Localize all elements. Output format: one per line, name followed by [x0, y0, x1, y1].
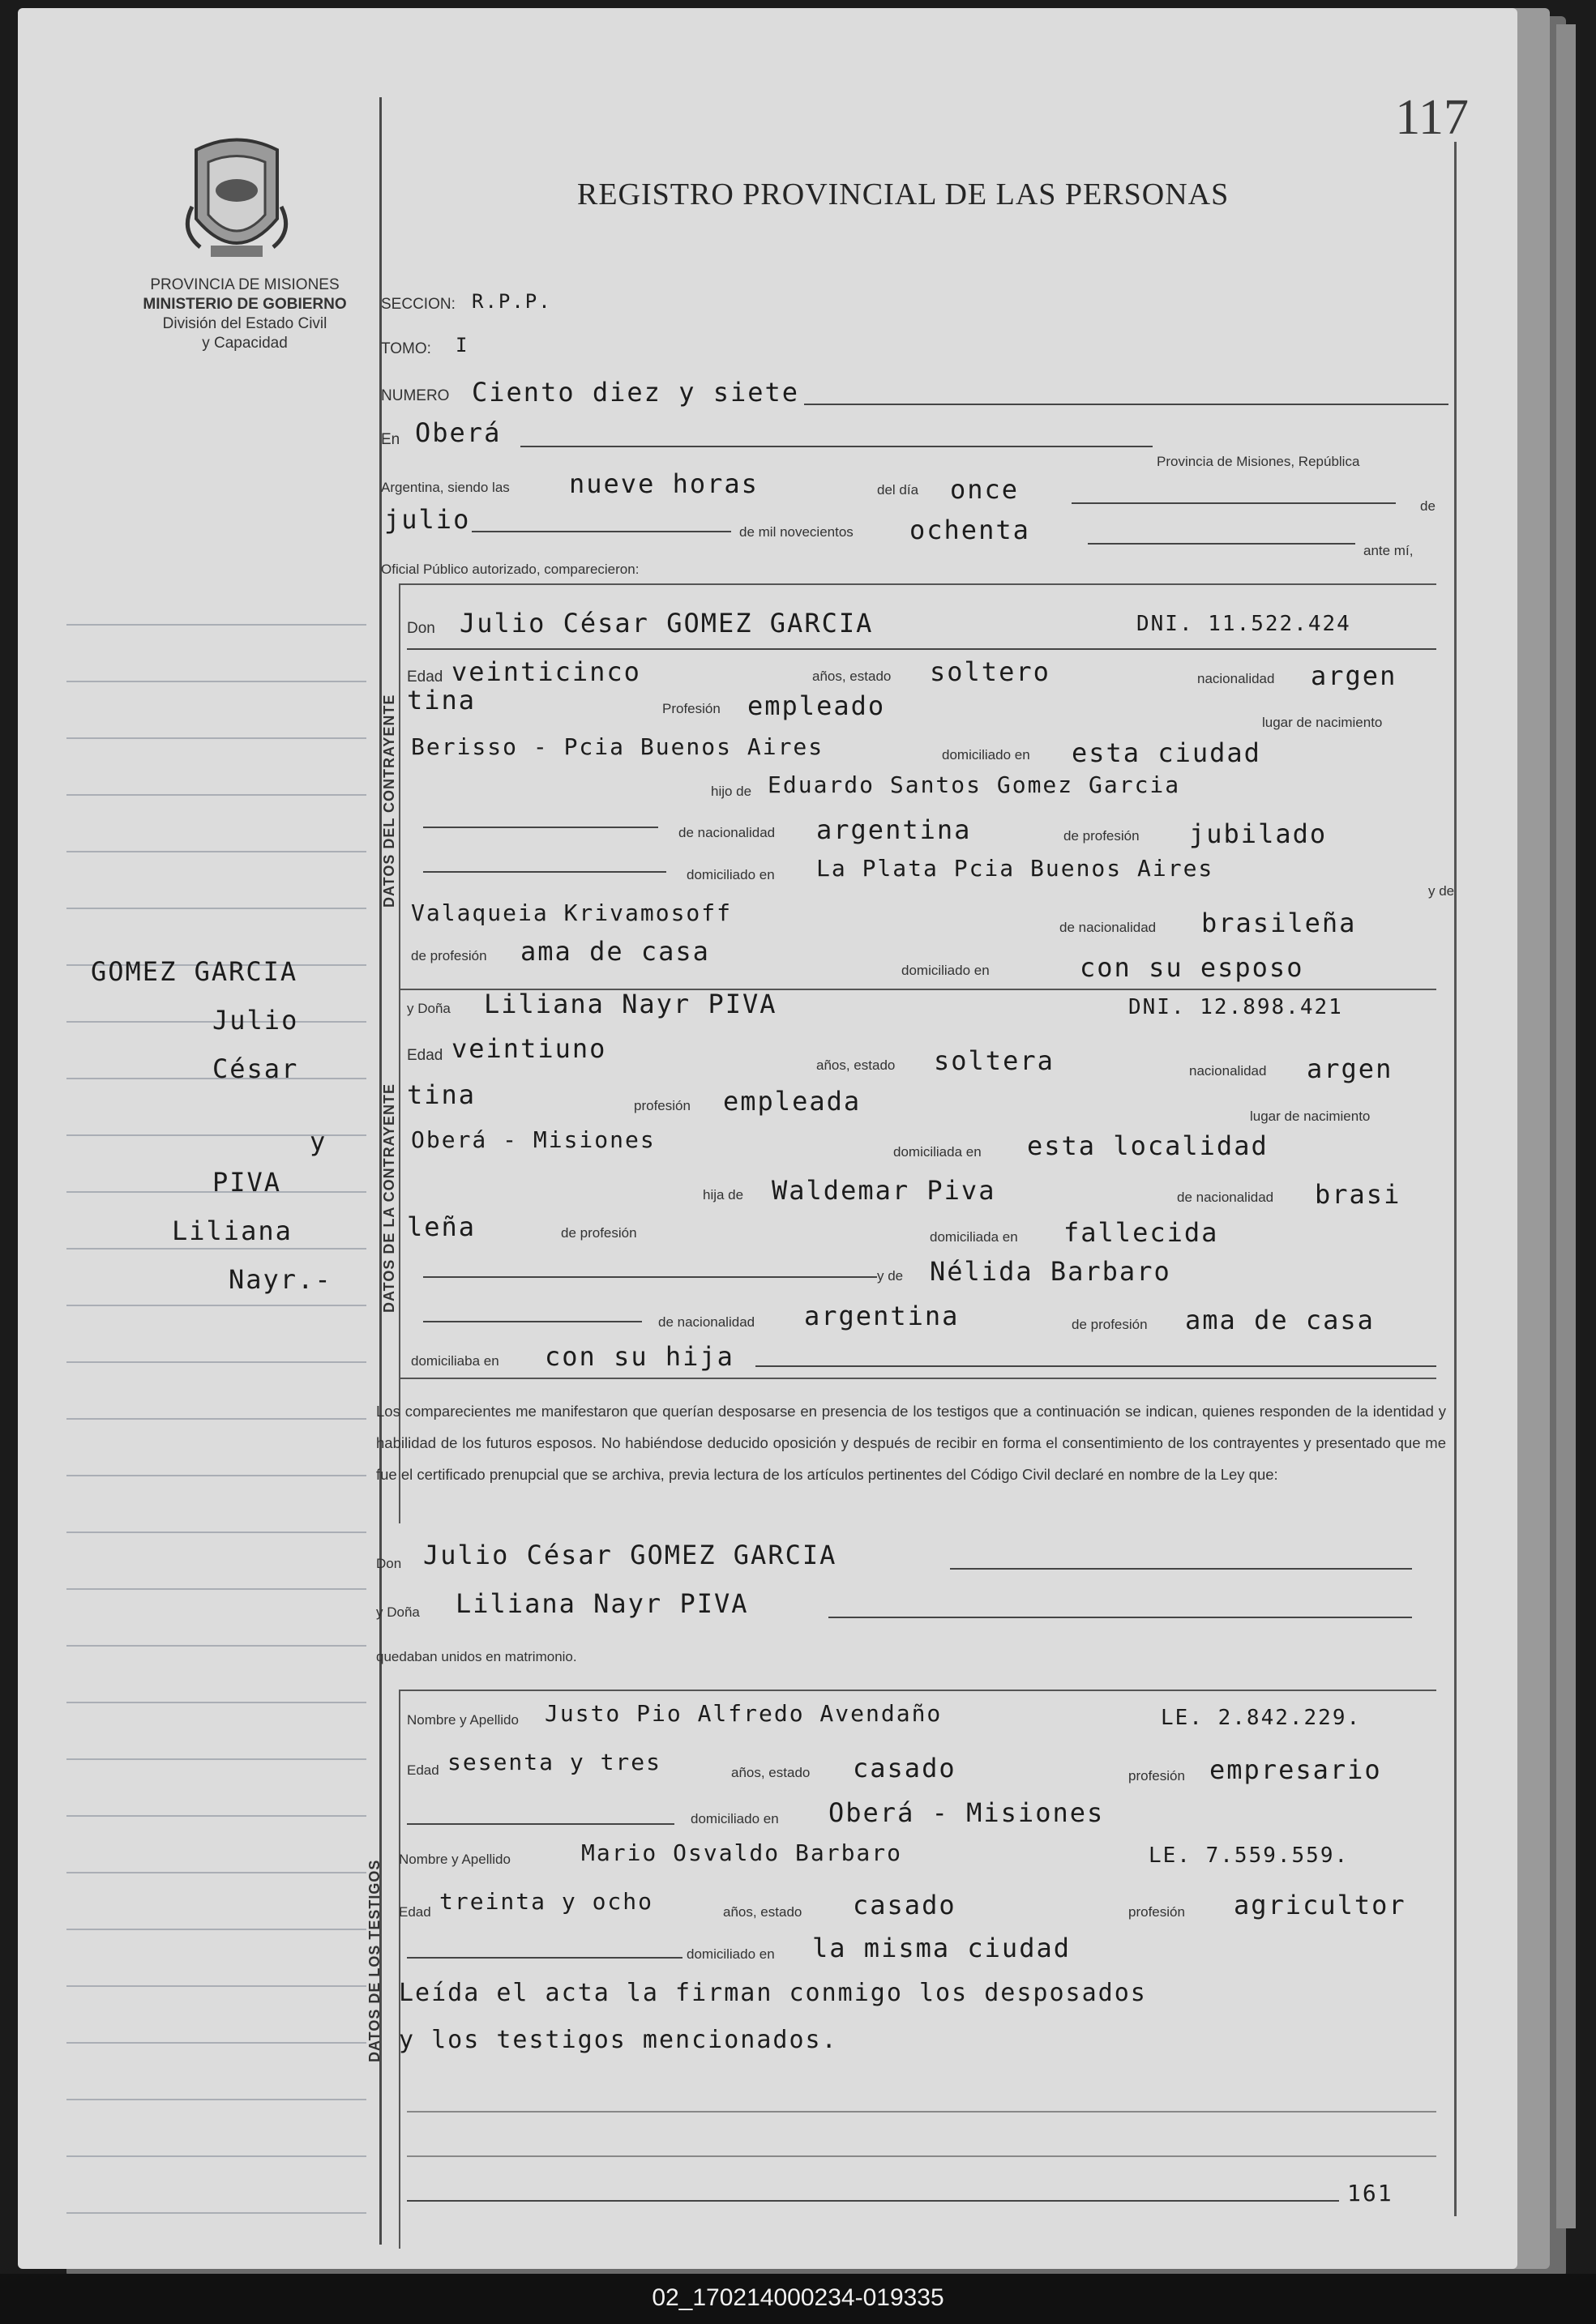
quedaban-text: quedaban unidos en matrimonio.	[376, 1649, 577, 1664]
ruled-line	[66, 1588, 366, 1590]
mes-value: julio	[384, 504, 471, 535]
nacionalidad-label: nacionalidad	[1197, 671, 1275, 686]
fill-line	[407, 2200, 1339, 2202]
t2-anios-label: años, estado	[723, 1904, 802, 1920]
t2-edad-label: Edad	[399, 1904, 431, 1920]
t1-edad-label: Edad	[407, 1762, 439, 1778]
fill-line	[407, 1957, 682, 1959]
folio-number: 117	[1395, 90, 1469, 145]
margin-note-line-4: y	[310, 1126, 327, 1157]
padre-nacionalidad-2: brasi	[1315, 1179, 1401, 1210]
de-mil-label: de mil novecientos	[739, 524, 854, 540]
contrayenta-side-label: DATOS DE LA CONTRAYENTE	[381, 1083, 397, 1313]
contrayente-estado: soltero	[930, 656, 1050, 687]
padre-nacionalidad: argentina	[816, 814, 972, 845]
madre-domicilio-label: domiciliado en	[901, 963, 990, 978]
seccion-label: SECCION:	[381, 296, 456, 313]
agency-division-2: y Capacidad	[202, 335, 288, 352]
profesion-label: Profesión	[662, 701, 721, 716]
domiciliado-label: domiciliado en	[942, 747, 1030, 763]
madre-domicilio: con su esposo	[1080, 952, 1304, 983]
seccion-value: R.P.P.	[472, 290, 552, 313]
padre-nacionalidad-3: leña	[407, 1211, 477, 1242]
margin-note-line-2: Julio	[212, 1005, 299, 1036]
numero-label: NUMERO	[381, 387, 450, 404]
t2-domicilio: la misma ciudad	[812, 1933, 1071, 1963]
closing-line-2: y los testigos mencionados.	[399, 2026, 838, 2054]
contrayente-domicilio: esta ciudad	[1072, 737, 1261, 768]
t2-edad: treinta y ocho	[439, 1888, 654, 1915]
ruled-line	[66, 2099, 366, 2100]
ruled-line	[66, 1702, 366, 1703]
box-border	[399, 583, 1436, 585]
don-label: Don	[407, 620, 435, 637]
ruled-line	[66, 2212, 366, 2214]
madre-profesion: ama de casa	[520, 936, 710, 967]
ruled-line	[66, 2155, 366, 2157]
en-value: Oberá	[415, 417, 502, 448]
fill-line	[407, 2111, 1436, 2113]
edad-label: Edad	[407, 669, 443, 686]
contrayenta-dni: DNI. 12.898.421	[1128, 995, 1343, 1019]
ruled-line	[66, 1532, 366, 1533]
fill-line	[472, 531, 731, 532]
madre-profesion-label: de profesión	[411, 948, 487, 963]
y-de-label-2: y de	[877, 1268, 904, 1284]
box-border	[399, 583, 400, 1523]
t1-domicilio: Oberá - Misiones	[828, 1797, 1105, 1828]
contrayenta-nacionalidad: argen	[1307, 1053, 1393, 1084]
contrayenta-profesion: empleada	[723, 1086, 862, 1117]
testigos-side-label: DATOS DE LOS TESTIGOS	[366, 1859, 383, 2062]
ruled-line	[66, 1305, 366, 1306]
dia-value: once	[950, 474, 1020, 505]
ruled-line	[66, 1985, 366, 1987]
ruled-line	[66, 1475, 366, 1476]
anio-value: ochenta	[909, 515, 1030, 545]
del-dia-label: del día	[877, 482, 919, 498]
fill-line	[407, 648, 1436, 650]
t1-profesion: empresario	[1209, 1754, 1382, 1785]
fill-line	[804, 404, 1448, 405]
madre-nacionalidad-label: de nacionalidad	[1059, 920, 1157, 935]
contrayente-nacionalidad-2: tina	[407, 685, 477, 716]
fill-line	[520, 446, 1153, 447]
oficial-text: Oficial Público autorizado, comparecieron:	[381, 562, 640, 577]
argentina-text: Argentina, siendo las	[381, 480, 510, 495]
ruled-line	[66, 1929, 366, 1930]
y-de-label: y de	[1428, 883, 1455, 899]
fill-line	[423, 1321, 642, 1322]
ante-mi-label: ante mí,	[1363, 543, 1414, 558]
agency-block	[107, 276, 383, 353]
fill-line	[407, 1823, 674, 1825]
image-id-caption: 02_170214000234-019335	[0, 2274, 1596, 2324]
contrayente-profesion: empleado	[747, 690, 886, 721]
padre-profesion: jubilado	[1189, 818, 1328, 849]
fill-line	[423, 871, 666, 873]
fill-line	[423, 1276, 877, 1278]
ruled-line	[66, 1815, 366, 1817]
ruled-line	[66, 1361, 366, 1363]
provincia-text: Provincia de Misiones, República	[1157, 454, 1360, 469]
contrayente-side-label: DATOS DEL CONTRAYENTE	[381, 694, 397, 908]
record-page	[18, 8, 1517, 2269]
page-edge	[1556, 24, 1576, 2228]
fill-line	[950, 1568, 1412, 1570]
hora-value: nueve horas	[569, 468, 759, 499]
fill-line	[828, 1617, 1412, 1618]
t1-profesion-label: profesión	[1128, 1768, 1185, 1784]
lugar-label-2: lugar de nacimiento	[1250, 1109, 1371, 1124]
declaration-text: Los comparecientes me manifestaron que querían desposarse en presencia de los testigos que a continuación se indican, quienes responden de la identidad y habilidad de los futuros esposos. No habiéndose deducido oposición y después de recibir en forma el consentimiento de los contrayentes y presentado que me fue el certificado prenupcial que se archiva, previa lectura de los artículos pertinentes del Código Civil declaré en nombre de la Ley que:	[376, 1403, 1446, 1483]
t1-documento: LE. 2.842.229.	[1161, 1706, 1362, 1730]
t1-edad: sesenta y tres	[447, 1749, 662, 1775]
ruled-line	[66, 908, 366, 909]
t1-nombre-label: Nombre y Apellido	[407, 1712, 519, 1728]
tomo-label: TOMO:	[381, 340, 431, 357]
contrayente-name: Julio César GOMEZ GARCIA	[460, 608, 874, 639]
contrayente-madre: Valaqueia Krivamosoff	[411, 899, 733, 926]
margin-note-line-5: PIVA	[212, 1167, 282, 1198]
t1-estado: casado	[853, 1753, 956, 1784]
madre-profesion-2: ama de casa	[1185, 1305, 1375, 1335]
madre-nacionalidad: brasileña	[1201, 908, 1357, 938]
fill-line	[1088, 543, 1355, 545]
agency-division: División del Estado Civil	[162, 315, 327, 332]
form-right-border	[1454, 142, 1457, 2216]
padre-domicilio: La Plata Pcia Buenos Aires	[816, 855, 1214, 882]
agency-ministry: MINISTERIO DE GOBIERNO	[143, 296, 347, 313]
de-nacionalidad-label-2: de nacionalidad	[1177, 1190, 1274, 1205]
ruled-line	[66, 624, 366, 626]
margin-note-line-6: Liliana	[172, 1215, 293, 1246]
de-nacionalidad-label: de nacionalidad	[678, 825, 776, 840]
anios-estado-label: años, estado	[812, 669, 892, 684]
numero-value: Ciento diez y siete	[472, 377, 800, 408]
anios-estado-label-2: años, estado	[816, 1057, 896, 1073]
t2-domicilio-label: domiciliado en	[687, 1946, 775, 1962]
de-profesion-label-2: de profesión	[561, 1225, 637, 1241]
t1-anios-label: años, estado	[731, 1765, 811, 1780]
lugar-label: lugar de nacimiento	[1262, 715, 1383, 730]
de-label: de	[1420, 498, 1436, 514]
margin-note-line-3: César	[212, 1053, 299, 1084]
end-mark: 161	[1347, 2180, 1393, 2207]
fill-line	[423, 827, 658, 828]
ruled-line	[66, 794, 366, 796]
contrayenta-name: Liliana Nayr PIVA	[484, 989, 777, 1019]
margin-note-line-7: Nayr.-	[229, 1264, 332, 1295]
t2-nombre: Mario Osvaldo Barbaro	[581, 1839, 903, 1866]
contrayenta-padre: Waldemar Piva	[772, 1175, 996, 1206]
contrayente-lugar: Berisso - Pcia Buenos Aires	[411, 733, 824, 760]
t2-profesion-label: profesión	[1128, 1904, 1185, 1920]
page-title: REGISTRO PROVINCIAL DE LAS PERSONAS	[577, 177, 1230, 211]
padre-domicilio-2: fallecida	[1063, 1217, 1219, 1248]
t2-profesion: agricultor	[1234, 1890, 1406, 1920]
contrayenta-lugar: Oberá - Misiones	[411, 1126, 656, 1153]
domiciliada-label-2: domiciliada en	[930, 1229, 1018, 1245]
declaration-dona-label: y Doña	[376, 1604, 420, 1620]
madre-domicilio-2: con su hija	[545, 1341, 734, 1372]
contrayente-dni: DNI. 11.522.424	[1136, 612, 1351, 636]
ruled-line	[66, 2042, 366, 2044]
contrayente-edad: veinticinco	[451, 656, 641, 687]
contrayente-padre: Eduardo Santos Gomez Garcia	[768, 771, 1181, 798]
box-border	[399, 1690, 400, 2249]
contrayenta-domicilio: esta localidad	[1027, 1130, 1269, 1161]
domiciliada-label: domiciliada en	[893, 1144, 982, 1160]
de-profesion-label: de profesión	[1063, 828, 1140, 844]
contrayente-nacionalidad: argen	[1311, 660, 1397, 691]
provincial-crest-icon	[180, 134, 293, 267]
dona-label: y Doña	[407, 1001, 451, 1016]
edad-label-2: Edad	[407, 1047, 443, 1064]
ruled-line	[66, 737, 366, 739]
agency-province: PROVINCIA DE MISIONES	[150, 276, 340, 293]
hija-de-label: hija de	[703, 1187, 744, 1203]
ruled-line	[66, 1645, 366, 1647]
box-border	[399, 1690, 1436, 1691]
ruled-line	[66, 851, 366, 852]
fill-line	[1072, 502, 1396, 504]
ruled-line	[66, 681, 366, 682]
declaration-don-label: Don	[376, 1556, 402, 1571]
madre-profesion-label-2: de profesión	[1072, 1317, 1148, 1332]
ruled-line	[66, 1248, 366, 1250]
box-border	[399, 1378, 1436, 1379]
t2-estado: casado	[853, 1890, 956, 1920]
madre-nacionalidad-2: argentina	[804, 1301, 960, 1331]
declaration-don-value: Julio César GOMEZ GARCIA	[423, 1540, 837, 1570]
contrayenta-edad: veintiuno	[451, 1033, 607, 1064]
madre-nacionalidad-label-2: de nacionalidad	[658, 1314, 755, 1330]
declaration-dona-value: Liliana Nayr PIVA	[456, 1588, 749, 1619]
t2-nombre-label: Nombre y Apellido	[399, 1852, 511, 1867]
t1-nombre: Justo Pio Alfredo Avendaño	[545, 1700, 943, 1727]
margin-note-line-1: GOMEZ GARCIA	[91, 956, 298, 987]
tomo-value: I	[456, 334, 469, 357]
profesion-label-2: profesión	[634, 1098, 691, 1113]
domiciliado-label-2: domiciliado en	[687, 867, 775, 882]
contrayenta-madre: Nélida Barbaro	[930, 1256, 1171, 1287]
en-label: En	[381, 431, 400, 448]
ruled-line	[66, 1418, 366, 1420]
nacionalidad-label-2: nacionalidad	[1189, 1063, 1267, 1079]
contrayenta-estado: soltera	[934, 1045, 1055, 1076]
fill-line	[755, 1365, 1436, 1367]
closing-line-1: Leída el acta la firman conmigo los desposados	[399, 1979, 1147, 2007]
ruled-line	[66, 1872, 366, 1873]
t1-domicilio-label: domiciliado en	[691, 1811, 779, 1826]
t2-documento: LE. 7.559.559.	[1149, 1843, 1350, 1868]
hijo-de-label: hijo de	[711, 784, 752, 799]
madre-domicilio-label-2: domiciliaba en	[411, 1353, 499, 1369]
ruled-line	[66, 1758, 366, 1760]
contrayenta-nacionalidad-2: tina	[407, 1079, 477, 1110]
fill-line	[407, 2155, 1436, 2157]
